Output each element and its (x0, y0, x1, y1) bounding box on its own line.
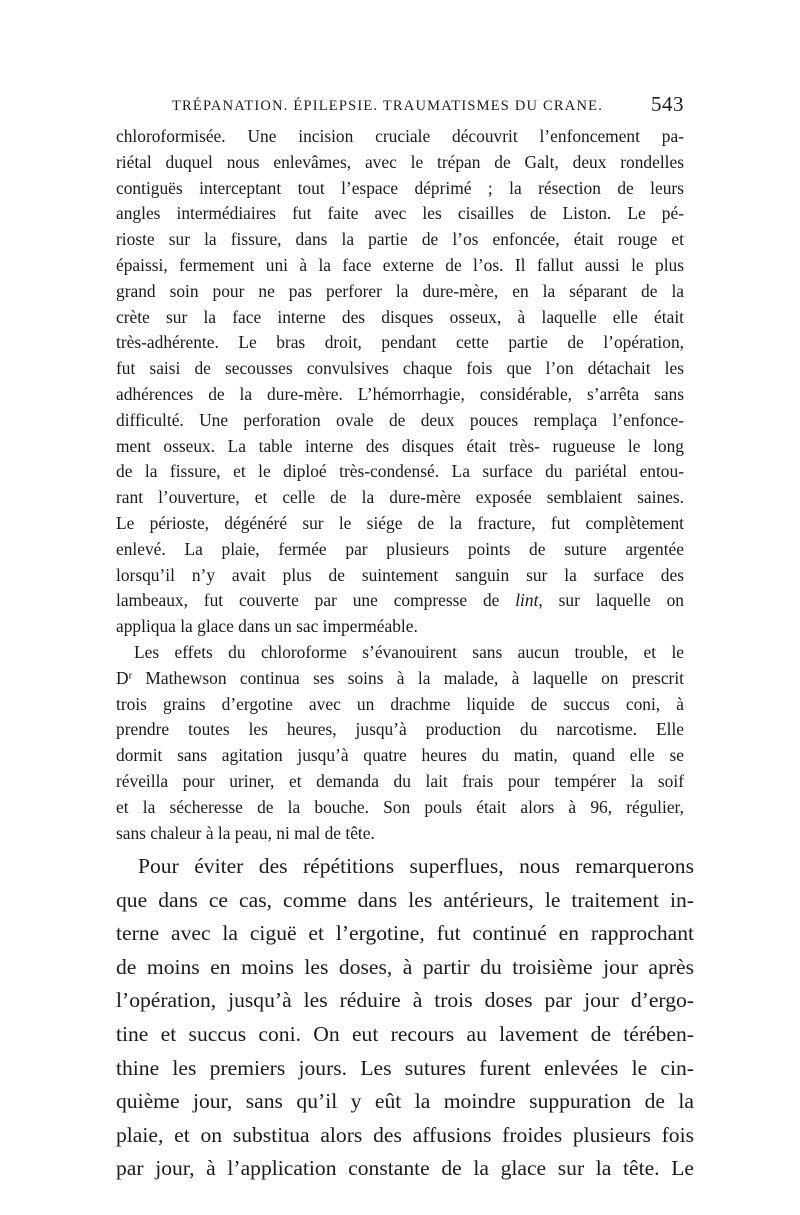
text-line: tine et succus coni. On eut recours au lavement de térében- (116, 1021, 694, 1046)
italic-word: lint (515, 590, 539, 611)
small-print-section (116, 124, 684, 846)
text-line: rant l’ouverture, et celle de la dure-mère exposée semblaient saines. (116, 487, 684, 508)
text-fragment: , sur laquelle on (538, 590, 685, 611)
text-line: rioste sur la fissure, dans la partie de l’os enfoncée, était rouge et (116, 229, 684, 250)
text-line: crète sur la face interne des disques osseux, à laquelle elle était (116, 306, 684, 327)
text-line: grand soin pour ne pas perforer la dure-mère, en la séparant de la (116, 280, 684, 301)
text-line-with-abbrev (116, 666, 684, 692)
text-line: Le périoste, dégénéré sur le siége de la fracture, fut complètement (116, 512, 684, 533)
doctor-abbrev-sup: r (128, 670, 133, 681)
text-line: difficulté. Une perforation ovale de deux pouces remplaça l’enfonce- (116, 409, 684, 430)
text-line: fut saisi de secousses convulsives chaque fois que l’on détachait les (116, 358, 684, 379)
text-fragment: lambeaux, fut couverte par une compresse de (116, 590, 516, 611)
running-head (118, 90, 684, 120)
running-head-title: TRÉPANATION. ÉPILEPSIE. TRAUMATISMES DU CRANE. (172, 98, 604, 114)
text-line: riétal duquel nous enlevâmes, avec le trépan de Galt, deux rondelles (116, 151, 684, 172)
text-line-with-italic (116, 588, 684, 614)
text-line: contiguës interceptant tout l’espace déprimé ; la résection de leurs (116, 177, 684, 198)
text-line: sans chaleur à la peau, ni mal de tête. (116, 822, 375, 843)
text-line: enlevé. La plaie, fermée par plusieurs points de suture argentée (116, 538, 684, 559)
text-line: l’opération, jusqu’à les réduire à trois doses par jour d’ergo- (116, 988, 694, 1013)
text-line: ment osseux. La table interne des disques était très- rugueuse le long (116, 435, 684, 456)
text-line: adhérences de la dure-mère. L’hémorrhagie, considérable, s’arrêta sans (116, 383, 684, 404)
text-line: appliqua la glace dans un sac imperméable. (116, 616, 418, 637)
text-line: angles intermédiaires fut faite avec les cisailles de Liston. Le pé- (116, 203, 684, 224)
text-line: trois grains d’ergotine avec un drachme liquide de succus coni, à (116, 693, 684, 714)
text-line: et la sécheresse de la bouche. Son pouls était alors à 96, régulier, (116, 796, 684, 817)
text-line: que dans ce cas, comme dans les antérieurs, le traitement in- (116, 887, 694, 912)
text-line: Les effets du chloroforme s’évanouirent sans aucun trouble, et le (134, 641, 684, 662)
text-line: très-adhérente. Le bras droit, pendant cette partie de l’opération, (116, 332, 684, 353)
text-line: terne avec la ciguë et l’ergotine, fut continué en rapprochant (116, 921, 694, 946)
text-line: par jour, à l’application constante de la glace sur la tête. Le (116, 1156, 694, 1181)
text-line: thine les premiers jours. Les sutures furent enlevées le cin- (116, 1055, 694, 1080)
text-line: plaie, et on substitua alors des affusions froides plusieurs fois (116, 1122, 694, 1147)
text-line: dormit sans agitation jusqu’à quatre heures du matin, quand elle se (116, 745, 684, 766)
text-line: de moins en moins les doses, à partir du troisième jour après (116, 954, 694, 979)
text-fragment: Mathewson continua ses soins à la malade, à laquelle on prescrit (132, 667, 684, 688)
doctor-abbrev: D (116, 667, 129, 688)
text-line: lorsqu’il n’y avait plus de suintement sanguin sur la surface des (116, 564, 684, 585)
text-line: prendre toutes les heures, jusqu’à production du narcotisme. Elle (116, 719, 684, 740)
text-line: chloroformisée. Une incision cruciale découvrit l’enfoncement pa- (116, 126, 684, 146)
large-print-section (116, 850, 694, 1186)
text-line: de la fissure, et le diploé très-condensé. La surface du pariétal entou- (116, 461, 684, 482)
text-line: Pour éviter des répétitions superflues, nous remarquerons (138, 854, 694, 878)
text-line: épaissi, fermement uni à la face externe de l’os. Il fallut aussi le plus (116, 254, 684, 275)
text-line: quième jour, sans qu’il y eût la moindre suppuration de la (116, 1089, 694, 1114)
text-line: réveilla pour uriner, et demanda du lait frais pour tempérer la soif (116, 770, 684, 791)
page-number: 543 (651, 92, 684, 116)
